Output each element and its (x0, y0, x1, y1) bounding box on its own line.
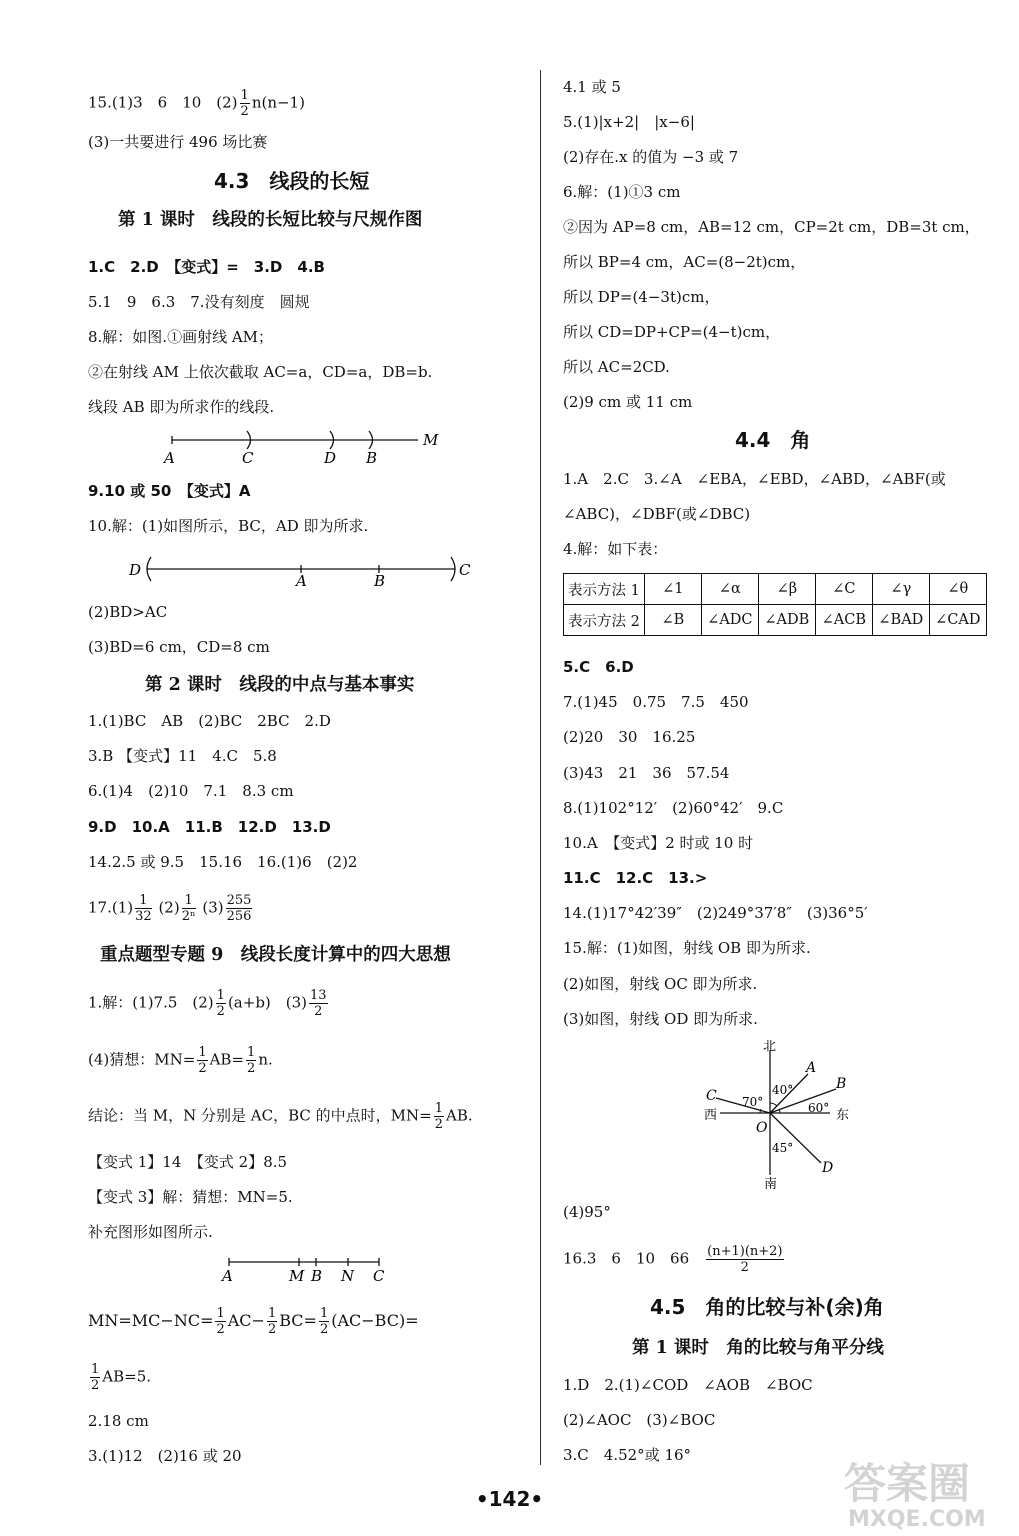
point-label: A (222, 1267, 233, 1285)
table-cell: 表示方法 1 (564, 574, 645, 605)
table-cell: ∠BAD (872, 605, 929, 636)
answer-line: (2)BD>AC (88, 603, 168, 621)
answer-line: 【变式 1】14 【变式 2】8.5 (88, 1153, 288, 1171)
svg-text:答案圈: 答案圈 (844, 1459, 971, 1508)
west-label: 西 (704, 1108, 718, 1123)
answer-line: 15.解：(1)如图，射线 OB 即为所求. (563, 939, 811, 957)
point-label: B (366, 449, 378, 467)
answer-line: ②在射线 AM 上依次截取 AC=a，CD=a，DB=b. (88, 363, 433, 381)
south-label: 南 (764, 1177, 778, 1190)
answer-line: 3.C 4.52°或 16° (563, 1446, 692, 1464)
angle-label: 45° (772, 1141, 794, 1155)
answer-line: 8.(1)102°12′ (2)60°42′ 9.C (563, 799, 784, 817)
topic-title-9: 重点题型专题 9 线段长度计算中的四大思想 (100, 945, 451, 965)
answer-line: (2)20 30 16.25 (563, 728, 696, 746)
table-cell: ∠1 (644, 574, 701, 605)
point-label: C (459, 561, 471, 579)
point-label: C (242, 449, 254, 467)
table-cell: ∠CAD (929, 605, 986, 636)
answer-line: 6.(1)4 (2)10 7.1 8.3 cm (88, 782, 294, 800)
segment-figure-3 (215, 1252, 395, 1286)
answer-line: 1.D 2.(1)∠COD ∠AOB ∠BOC (563, 1376, 813, 1394)
answer-16: 16.3 6 10 66 $\frac{(n+1)(n+2)}{2}$ (563, 1244, 783, 1275)
answer-line: 14.2.5 或 9.5 15.16 16.(1)6 (2)2 (88, 853, 358, 871)
ray-label: C (706, 1088, 717, 1104)
answer-line: 1.A 2.C 3.∠A ∠EBA，∠EBD，∠ABD，∠ABF(或 (563, 470, 946, 488)
segment-figure-2 (125, 550, 485, 590)
answer-line: (2)∠AOC (3)∠BOC (563, 1411, 716, 1429)
answer-line: (4)95° (563, 1203, 611, 1221)
answer-line: (4)猜想：MN= $\frac{1}{2}$ AB= $\frac{1}{2}$ n. (88, 1045, 273, 1076)
table-cell: ∠γ (872, 574, 929, 605)
fraction: $\frac{1}{2}$ (434, 1101, 443, 1132)
fraction: $\frac{1}{2}$ (319, 1306, 329, 1337)
answer-line: 4.解：如下表： (563, 540, 668, 558)
answer-line: 10.A 【变式】2 时或 10 时 (563, 834, 754, 852)
watermark-logo (838, 1452, 1008, 1530)
fraction: $\frac{1}{2}$ (267, 1306, 277, 1337)
table-cell: ∠β (758, 574, 815, 605)
section-title-4-5: 4.5 角的比较与补(余)角 (650, 1295, 884, 1319)
compass-angle-figure (690, 1040, 860, 1190)
column-divider (540, 70, 541, 1465)
point-label: B (311, 1267, 323, 1285)
point-label: M (423, 431, 439, 449)
table-cell: ∠ADB (758, 605, 815, 636)
answer-line: 结论：当 M，N 分别是 AC，BC 的中点时，MN= $\frac{1}{2}$ AB. (88, 1101, 473, 1132)
answer-line: 7.(1)45 0.75 7.5 450 (563, 693, 749, 711)
answer-line: 【变式 3】解：猜想：MN=5. (88, 1188, 293, 1206)
lesson-title-2: 第 2 课时 线段的中点与基本事实 (145, 675, 415, 695)
answer-15-part1: 15.(1)3 6 10 (2) $\frac{1}{2}$ n(n−1) (88, 88, 305, 119)
point-label: N (341, 1267, 355, 1285)
fraction: $\frac{1}{2}$ (240, 88, 249, 119)
table-cell: ∠C (815, 574, 872, 605)
table-cell: ∠B (644, 605, 701, 636)
answer-line: 线段 AB 即为所求作的线段. (88, 398, 275, 416)
fraction: $\frac{1}{2}$ (247, 1045, 256, 1076)
ray-label: B (836, 1076, 847, 1092)
answer-line: 所以 BP=4 cm，AC=(8−2t)cm， (563, 253, 806, 271)
answer-line: 14.(1)17°42′39″ (2)249°37′8″ (3)36°5′ (563, 904, 868, 922)
fraction: $\frac{(n+1)(n+2)}{2}$ (707, 1244, 783, 1275)
fraction: $\frac{1}{2}$ (198, 1045, 207, 1076)
fraction: $\frac{1}{32}$ (135, 893, 152, 924)
answer-line: 10.解：(1)如图所示，BC，AD 即为所求. (88, 517, 369, 535)
ray-label: A (806, 1060, 817, 1076)
answer-line: 所以 CD=DP+CP=(4−t)cm， (563, 323, 781, 341)
angle-label: 60° (808, 1101, 830, 1115)
answer-line: 2.18 cm (88, 1412, 149, 1430)
point-label: D (324, 449, 337, 467)
point-label: B (374, 572, 386, 590)
angle-notation-table (563, 573, 987, 636)
fraction: $\frac{1}{2}$ (91, 1362, 100, 1393)
point-label: A (296, 572, 307, 590)
segment-figure-1 (150, 425, 450, 470)
fraction: $\frac{1}{2}$ (216, 1306, 225, 1337)
answer-line: 6.解：(1)①3 cm (563, 183, 681, 201)
answer-line: (2)存在.x 的值为 −3 或 7 (563, 148, 739, 166)
answer-line: 补充图形如图所示. (88, 1223, 213, 1241)
answer-line: ②因为 AP=8 cm，AB=12 cm，CP=2t cm，DB=3t cm， (563, 218, 980, 236)
table-row (564, 605, 987, 636)
answer-line: 1.(1)BC AB (2)BC 2BC 2.D (88, 712, 331, 730)
answer-line: 5.(1)|x+2| |x−6| (563, 113, 695, 131)
fraction: $\frac{13}{2}$ (310, 988, 327, 1019)
derivation-line: MN=MC−NC= $\frac{1}{2}$ AC− $\frac{1}{2}$ BC= $\frac{1}{2}$ (AC−BC)= (88, 1306, 419, 1337)
point-label: A (164, 449, 175, 467)
answer-line: 3.B 【变式】11 4.C 5.8 (88, 747, 277, 765)
ray-label: D (822, 1160, 834, 1176)
table-cell: ∠ADC (701, 605, 758, 636)
derivation-line: $\frac{1}{2}$ AB=5. (91, 1362, 152, 1393)
answer-line: 8.解：如图.①画射线 AM； (88, 328, 274, 346)
lesson-title-1: 第 1 课时 线段的长短比较与尺规作图 (118, 210, 423, 230)
angle-label: 40° (772, 1083, 794, 1097)
table-cell: ∠θ (929, 574, 986, 605)
answer-line: (3)BD=6 cm，CD=8 cm (88, 638, 270, 656)
answer-line: 9.D 10.A 11.B 12.D 13.D (88, 818, 331, 836)
answer-17: 17.(1) $\frac{1}{32}$ (2) $\frac{1}{\text{2ⁿ}}$ (3) $\frac{255}{256}$ (88, 893, 252, 924)
answer-line: 所以 AC=2CD. (563, 358, 670, 376)
table-cell: ∠α (701, 574, 758, 605)
origin-label: O (756, 1120, 768, 1136)
answer-line: (3)如图，射线 OD 即为所求. (563, 1010, 758, 1028)
section-title-4-3: 4.3 线段的长短 (214, 169, 370, 193)
page-number: •142• (475, 1487, 544, 1511)
angle-label: 70° (742, 1095, 764, 1109)
answer-line: (2)9 cm 或 11 cm (563, 393, 693, 411)
answer-line: 4.1 或 5 (563, 78, 621, 96)
point-label: M (289, 1267, 305, 1285)
point-label: C (373, 1267, 385, 1285)
answer-15-part3: (3)一共要进行 496 场比赛 (88, 133, 268, 151)
answer-line: 9.10 或 50 【变式】A (88, 482, 251, 500)
table-cell: 表示方法 2 (564, 605, 645, 636)
answer-line: 1.解：(1)7.5 (2) $\frac{1}{2}$ (a+b) (3) $\frac{13}{2}$ (88, 988, 327, 1019)
answer-line: 11.C 12.C 13.> (563, 869, 708, 887)
answer-line: (3)43 21 36 57.54 (563, 764, 730, 782)
answer-line: 所以 DP=(4−3t)cm， (563, 288, 720, 306)
answer-line: (2)如图，射线 OC 即为所求. (563, 975, 758, 993)
table-row (564, 574, 987, 605)
north-label: 北 (763, 1040, 777, 1054)
lesson-title-4-5: 第 1 课时 角的比较与角平分线 (632, 1338, 884, 1358)
east-label: 东 (836, 1108, 850, 1123)
fraction: $\frac{1}{\text{2ⁿ}}$ (181, 893, 196, 924)
answer-line: 5.C 6.D (563, 658, 634, 676)
section-title-4-4: 4.4 角 (735, 428, 811, 452)
answer-line: 1.C 2.D 【变式】= 3.D 4.B (88, 258, 325, 276)
fraction: $\frac{1}{2}$ (216, 988, 225, 1019)
answer-line: 3.(1)12 (2)16 或 20 (88, 1447, 242, 1465)
table-cell: ∠ACB (815, 605, 872, 636)
fraction: $\frac{255}{256}$ (226, 893, 252, 924)
answer-line: 5.1 9 6.3 7.没有刻度 圆规 (88, 293, 310, 311)
svg-text:MXQE.COM: MXQE.COM (848, 1507, 986, 1530)
answer-line: ∠ABC)，∠DBF(或∠DBC) (563, 505, 751, 523)
point-label: D (129, 561, 142, 579)
